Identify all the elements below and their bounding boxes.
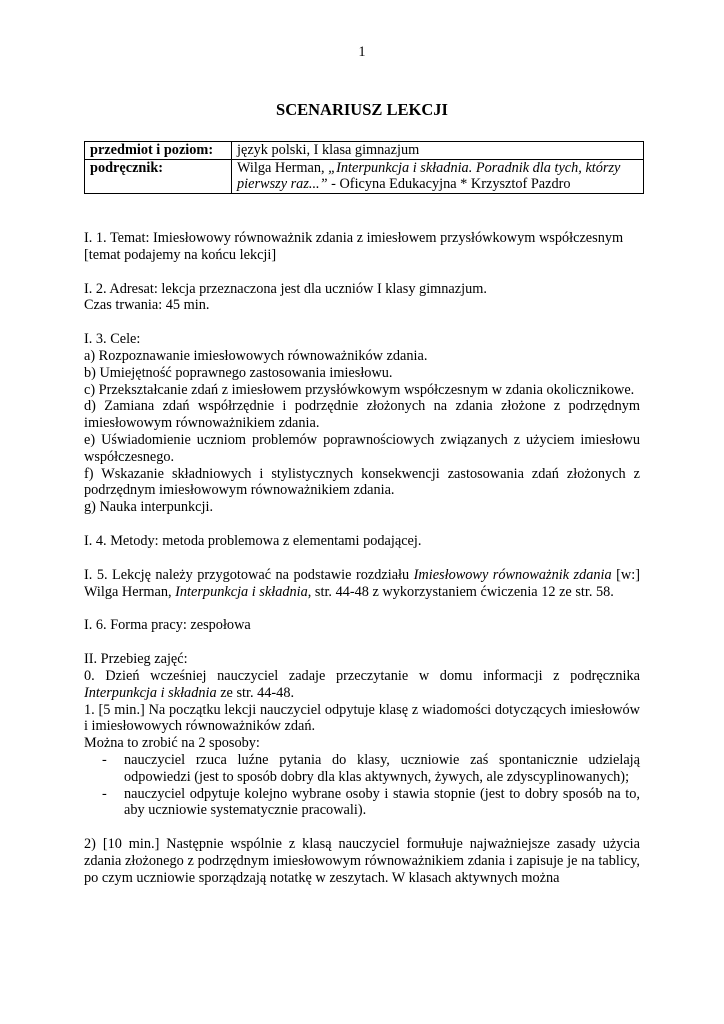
procedure-step-1-options: Można to zrobić na 2 sposoby: <box>84 735 260 752</box>
duration-line: Czas trwania: 45 min. <box>84 297 210 314</box>
goal-item: a) Rozpoznawanie imiesłowowych równoważników zdania. <box>84 347 428 364</box>
work-form-line: I. 6. Forma pracy: zespołowa <box>84 617 251 634</box>
procedure-heading: II. Przebieg zajęć: <box>84 651 188 668</box>
procedure-step-2: 2) [10 min.] Następnie wspólnie z klasą nauczyciel formułuje najważniejsze zasady użycia zdania złożonego z podrzędnym imiesłowowym równoważnikiem zdania i zapisuje je na tablicy, po czym uczniowie sporządzają notatkę w zeszytach. W klasach aktywnych można <box>84 836 640 886</box>
methods-line: I. 4. Metody: metoda problemowa z elementami podającej. <box>84 532 422 549</box>
list-item-text: nauczyciel odpytuje kolejno wybrane osoby i stawia stopnie (jest to dobry sposób na to, aby uczniowie systematycznie pracowali). <box>124 785 640 819</box>
goal-item: g) Nauka interpunkcji. <box>84 499 214 516</box>
goal-item: e) Uświadomienie uczniom problemów poprawnościowych związanych z użyciem imiesłowu współczesnego. <box>84 431 640 465</box>
list-item <box>84 752 640 786</box>
goal-item: f) Wskazanie składniowych i stylistycznych konsekwencji zastosowania zdań złożonych z podrzędnym imiesłowowym równoważnikiem zdania. <box>84 465 640 499</box>
page-number: 1 <box>358 44 366 60</box>
bullet-dash: - <box>102 751 107 768</box>
book-title: „Interpunkcja i składnia. Poradnik dla tych, którzy pierwszy raz...” <box>237 159 621 192</box>
book-value <box>232 159 644 193</box>
document-title: SCENARIUSZ LEKCJI <box>276 100 448 119</box>
book-label: podręcznik: <box>85 159 232 193</box>
bullet-dash: - <box>102 785 107 802</box>
procedure-step-0: 0. Dzień wcześniej nauczyciel zadaje przeczytanie w domu informacji z podręcznika Interpunkcja i składnia ze str. 44-48. <box>84 667 640 701</box>
subject-value: język polski, I klasa gimnazjum <box>232 142 644 160</box>
procedure-step-1: 1. [5 min.] Na początku lekcji nauczyciel odpytuje klasę z wiadomości dotyczących imiesłowów i imiesłowowych równoważników zdań. <box>84 701 640 735</box>
goal-item: d) Zamiana zdań współrzędnie i podrzędnie złożonych na zdania złożone z podrzędnym imiesłowowym równoważnikiem zdania. <box>84 398 640 432</box>
document-body <box>84 230 640 887</box>
goal-item: b) Umiejętność poprawnego zastosowania imiesłowu. <box>84 364 393 381</box>
book-author: Wilga Herman, <box>237 159 329 176</box>
list-item-text: nauczyciel rzuca luźne pytania do klasy, uczniowie zaś spontanicznie udzielają odpowiedzi (jest to sposób dobry dla klas aktywnych, żywych, ale zdyscyplinowanych); <box>124 751 640 785</box>
chapter-title: Imiesłowowy równoważnik zdania <box>413 566 612 583</box>
goal-item: c) Przekształcanie zdań z imiesłowem przysłówkowym współczesnym w zdania okolicznikowe. <box>84 381 635 398</box>
lesson-meta-table <box>84 141 644 194</box>
table-row <box>85 159 644 193</box>
preparation-paragraph: I. 5. Lekcję należy przygotować na podstawie rozdziału Imiesłowowy równoważnik zdania [w:] Wilga Herman, Interpunkcja i składnia, str. 44-48 z wykorzystaniem ćwiczenia 12 ze str. 58. <box>84 566 640 600</box>
table-row <box>85 142 644 160</box>
book-publisher: - Oficyna Edukacyjna * Krzysztof Pazdro <box>327 176 571 192</box>
list-item <box>84 786 640 820</box>
book-title-ref: Interpunkcja i składnia <box>84 684 217 701</box>
book-title-ref: Interpunkcja i składnia <box>175 583 308 600</box>
topic-line: I. 1. Temat: Imiesłowowy równoważnik zdania z imiesłowem przysłówkowym współczesnym <box>84 230 624 246</box>
subject-label: przedmiot i poziom: <box>85 142 232 160</box>
topic-note: [temat podajemy na końcu lekcji] <box>84 246 277 263</box>
goals-heading: I. 3. Cele: <box>84 331 141 348</box>
audience-line: I. 2. Adresat: lekcja przeznaczona jest dla uczniów I klasy gimnazjum. <box>84 280 487 297</box>
